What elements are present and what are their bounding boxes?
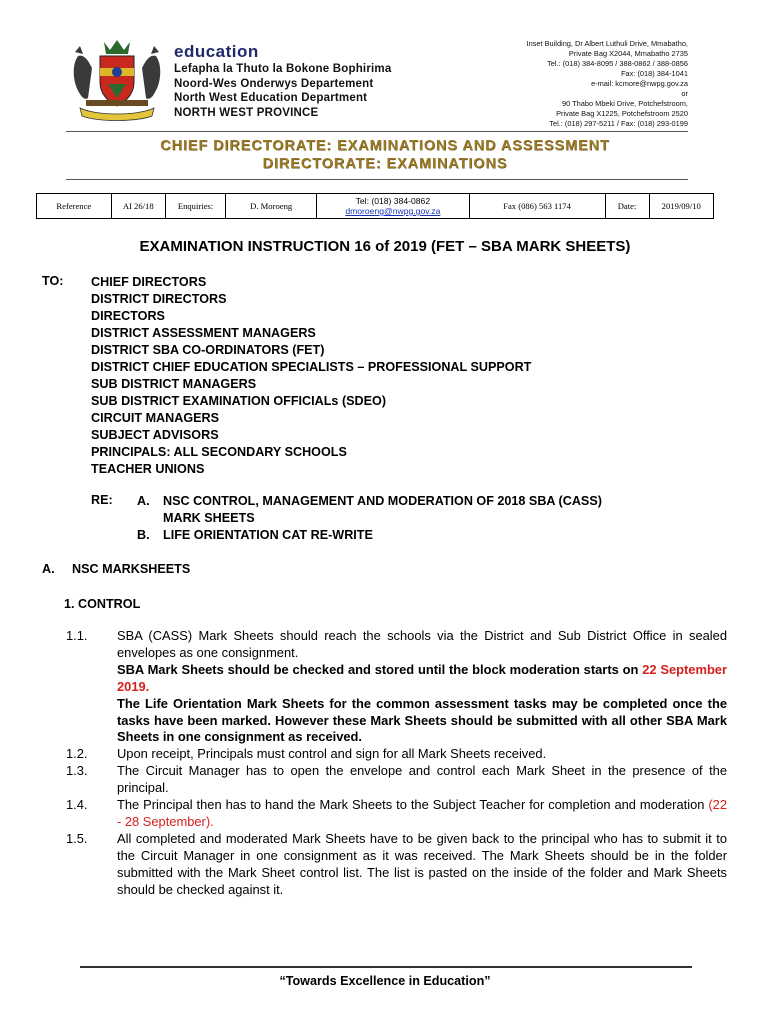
paragraph-1-5 [66,831,727,899]
deadline-date: 22 September 2019. [117,661,727,694]
date-label: Date: [605,194,649,219]
paragraph-text: SBA (CASS) Mark Sheets should reach the schools via the District and Sub District Office in sealed envelopes as one consignment. [117,628,727,660]
email-link[interactable]: dmoroeng@nwpg.gov.za [345,206,441,216]
instructions-body [66,628,727,899]
paragraph-number: 1.1. [66,628,88,643]
list-item: DISTRICT CHIEF EDUCATION SPECIALISTS – PROFESSIONAL SUPPORT [91,360,532,374]
instruction-title: EXAMINATION INSTRUCTION 16 of 2019 (FET – SBA MARK SHEETS) [139,238,631,255]
recipients-list [91,274,531,478]
enquiries-value: D. Moroeng [226,194,317,219]
subject-line: MARK SHEETS [163,511,255,525]
paragraph-number: 1.3. [66,763,88,779]
paragraph-number: 1.5. [66,830,88,846]
subject-letter: B. [137,528,150,542]
list-item: SUBJECT ADVISORS [91,428,219,442]
section-heading [42,562,190,576]
department-brand [174,42,391,120]
org-title: education [174,42,259,61]
directorate-heading [0,137,770,173]
paragraph-number: 1.4. [66,797,88,813]
address-line: or [681,89,688,98]
list-item: DISTRICT DIRECTORS [91,292,227,306]
reference-value: AI 26/18 [111,194,165,219]
coat-of-arms-logo [66,38,168,122]
paragraph-bold-text: SBA Mark Sheets should be checked and stored until the block moderation starts on [117,661,643,677]
enquiries-label: Enquiries: [165,194,225,219]
address-line: Fax: (018) 384-1041 [621,69,688,78]
telephone: Tel: (018) 384-0862 [355,196,431,206]
address-line: Private Bag X2044, Mmabatho 2735 [568,49,688,58]
list-item: CIRCUIT MANAGERS [91,411,220,425]
list-item: CHIEF DIRECTORS [91,275,207,289]
date-value: 2019/09/10 [649,194,713,219]
subject-item-b [137,527,602,544]
paragraph-1-3 [66,763,727,797]
footer-motto: “Towards Excellence in Education” [279,974,491,988]
subject-list [137,493,602,544]
org-line-afrikaans: Noord-Wes Onderwys Departement [174,77,374,90]
org-line-province: NORTH WEST PROVINCE [174,106,319,119]
paragraph-1-2 [66,746,727,763]
list-item: DIRECTORS [91,309,165,323]
section-title: NSC MARKSHEETS [72,562,191,576]
subject-item-a [137,493,602,527]
address-line: Tel.: (018) 384-8095 / 388-0862 / 388-0856 [547,59,688,68]
org-line-english: North West Education Department [174,92,368,104]
paragraph-text: Upon receipt, Principals must control and sign for all Mark Sheets received. [117,746,547,762]
directorate-title: DIRECTORATE: EXAMINATIONS [262,156,508,172]
contact-cell [317,194,469,219]
list-item: PRINCIPALS: ALL SECONDARY SCHOOLS [91,445,347,459]
address-line: Private Bag X1225, Potchefstroom 2520 [556,109,688,118]
list-item: DISTRICT SBA CO-ORDINATORS (FET) [91,343,325,357]
to-label: TO: [42,274,64,288]
fax: Fax (086) 563 1174 [469,194,605,219]
subsection-heading: 1. CONTROL [64,597,141,611]
paragraph-1-1 [66,628,727,746]
paragraph-text: The Principal then has to hand the Mark Sheets to the Subject Teacher for completion and moderation [117,797,709,813]
address-line: e-mail: kcmore@nwpg.gov.za [591,79,688,88]
reference-table [36,193,714,219]
org-line-tswana: Lefapha la Thuto la Bokone Bophirima [174,63,392,75]
header-top-divider [66,131,688,132]
moderation-dates: (22 - 28 September). [117,797,727,829]
address-line: Inset Building, Dr Albert Luthuli Drive, Mmabatho, [526,39,688,48]
list-item: TEACHER UNIONS [91,462,205,476]
paragraph-number: 1.2. [66,746,88,762]
reference-label: Reference [37,194,112,219]
address-line: Tel.: (018) 297-5211 / Fax: (018) 293-0199 [549,119,688,128]
paragraph-1-4 [66,797,727,831]
department-address [527,39,688,129]
list-item: SUB DISTRICT EXAMINATION OFFICIALs (SDEO) [91,394,387,408]
table-row [37,194,714,219]
subject-letter: A. [137,494,150,508]
section-letter: A. [42,562,55,576]
chief-directorate-title: CHIEF DIRECTORATE: EXAMINATIONS AND ASSESSMENT [160,138,610,154]
paragraph-text: All completed and moderated Mark Sheets have to be given back to the principal who has to submit it to the Circuit Manager in one consignment as it was received. The Mark Sheets should be in the folder submitted with the Mark Sheet control list. The list is pasted on the inside of the folder and Mark Sheets should be checked against it. [117,830,727,897]
paragraph-bold-text: The Life Orientation Mark Sheets for the common assessment tasks may be completed once the tasks have been marked. However these Mark Sheets should be submitted with all other SBA Mark Sheets in one consignment as received. [117,695,727,745]
header-bottom-divider [66,179,688,180]
re-label: RE: [91,493,113,507]
address-line: 90 Thabo Mbeki Drive, Potchefstroom, [562,99,688,108]
footer-divider [80,966,692,968]
subject-line: NSC CONTROL, MANAGEMENT AND MODERATION OF 2018 SBA (CASS) [163,494,602,508]
subject-line: LIFE ORIENTATION CAT RE-WRITE [163,528,373,542]
paragraph-text: The Circuit Manager has to open the envelope and control each Mark Sheet in the presence of the principal. [117,763,727,796]
list-item: SUB DISTRICT MANAGERS [91,377,257,391]
list-item: DISTRICT ASSESSMENT MANAGERS [91,326,316,340]
